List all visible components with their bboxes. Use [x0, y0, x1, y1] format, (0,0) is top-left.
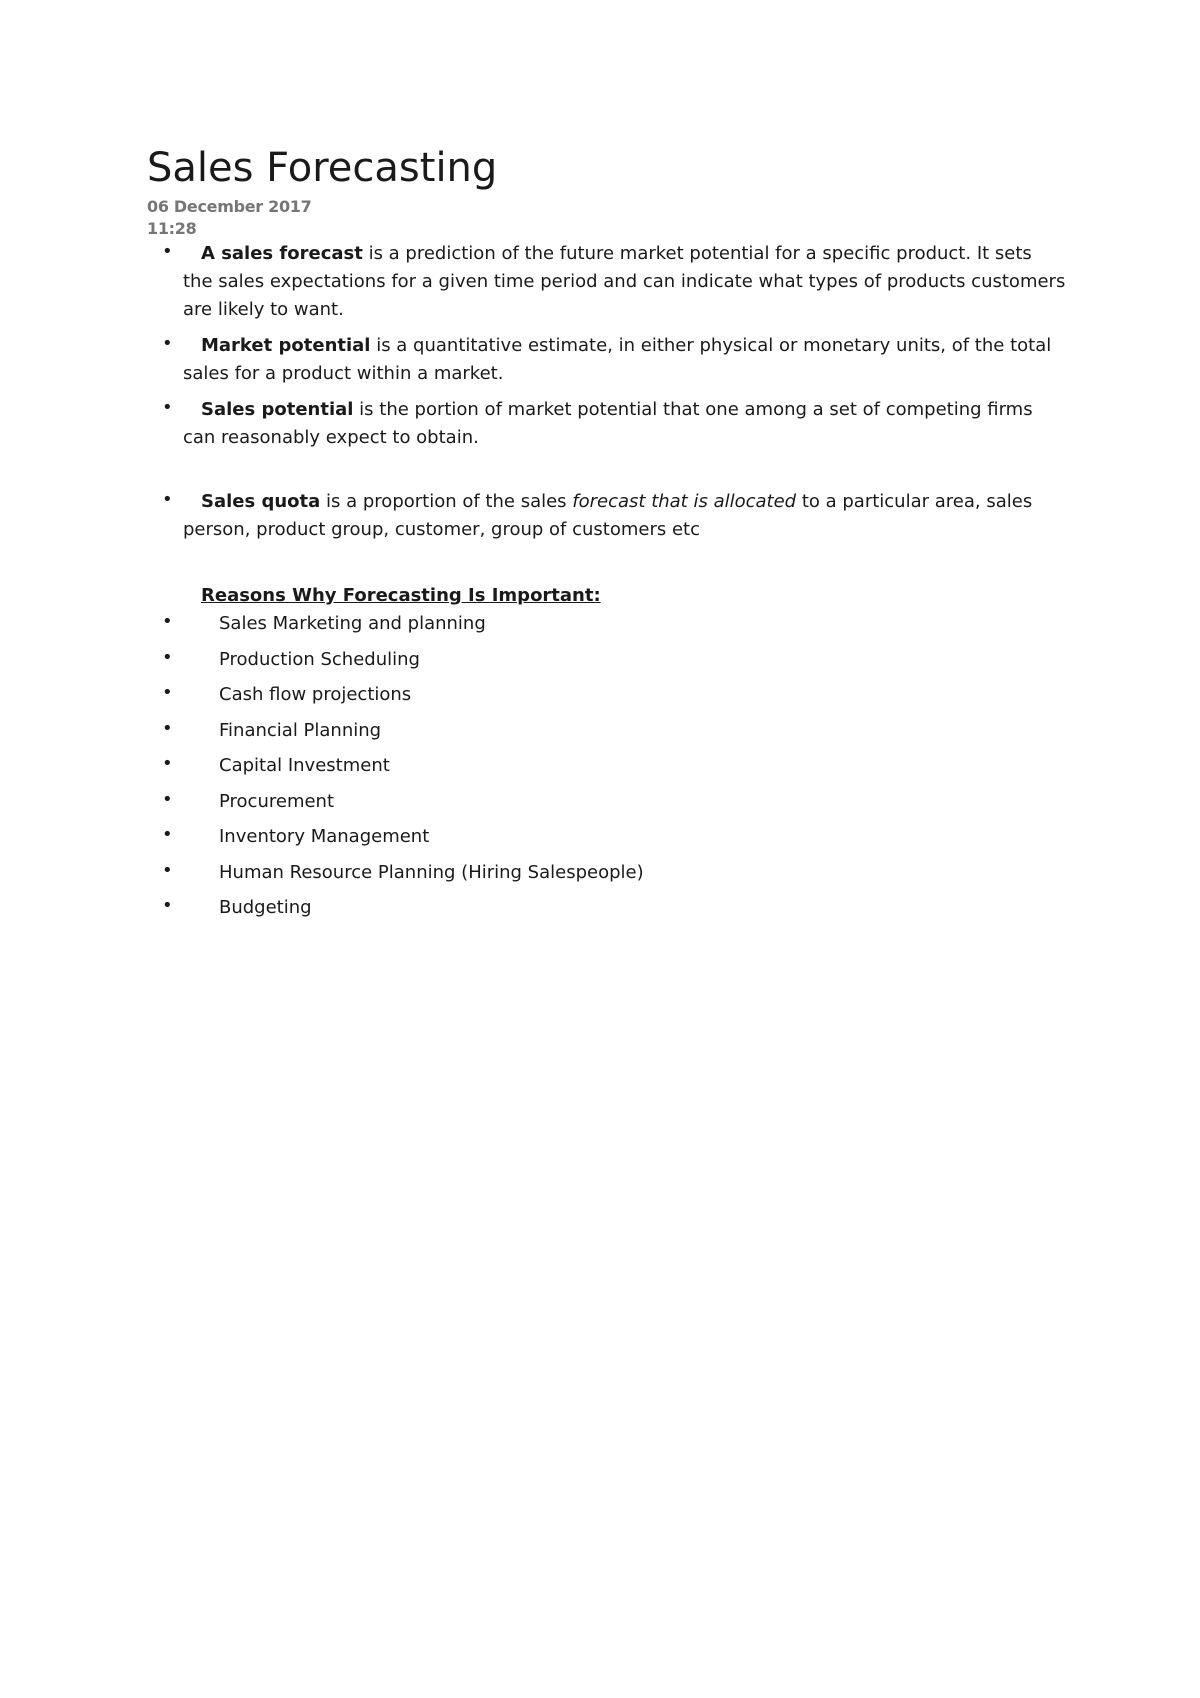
- reason-text: Production Scheduling: [219, 648, 420, 670]
- reason-text: Inventory Management: [219, 826, 430, 847]
- list-item: [147, 332, 1067, 388]
- list-item: [147, 717, 1067, 745]
- list-item: [147, 610, 1067, 638]
- definition-text: [183, 488, 1067, 544]
- definition-term: Sales quota: [201, 491, 321, 512]
- definition-text: [183, 240, 1067, 324]
- page-date: 06 December 2017: [147, 197, 312, 216]
- bullet-icon: •: [162, 611, 173, 632]
- definition-term: Market potential: [201, 335, 371, 356]
- reasons-heading: Reasons Why Forecasting Is Important:: [201, 585, 601, 606]
- reason-text: Financial Planning: [219, 719, 382, 741]
- list-item: [147, 823, 1067, 851]
- definitions-list: [147, 240, 1067, 544]
- reason-text: Procurement: [219, 790, 335, 812]
- bullet-icon: •: [162, 824, 173, 845]
- list-item: [147, 396, 1067, 452]
- reason-text: Cash flow projections: [219, 684, 412, 705]
- definition-body: is a quantitative estimate, in either physical or monetary units, of the total sales for a product within a market.: [183, 335, 1052, 384]
- definition-body: to a particular area, sales person, product group, customer, group of customers etc: [183, 491, 1033, 540]
- definition-text: [183, 332, 1067, 388]
- bullet-icon: •: [162, 753, 173, 774]
- list-item: [147, 488, 1067, 544]
- list-item: [147, 894, 1067, 922]
- page-time: 11:28: [147, 219, 197, 238]
- page-content: [147, 142, 1067, 930]
- bullet-icon: •: [162, 895, 173, 916]
- bullet-icon: •: [162, 788, 173, 810]
- reason-text: Capital Investment: [219, 755, 390, 776]
- reasons-list: [147, 610, 1067, 922]
- list-item: [147, 646, 1067, 674]
- list-item: [147, 240, 1067, 324]
- list-item: [147, 859, 1067, 887]
- definition-body: is a prediction of the future market potential for a specific product. It sets the sales expectations for a given time period and can indicate what types of products customers are likely to want.: [183, 243, 1066, 320]
- definition-term: A sales forecast: [201, 243, 363, 264]
- bullet-icon: •: [162, 333, 173, 354]
- definition-body: is a proportion of the sales: [320, 491, 573, 512]
- reason-text: Human Resource Planning (Hiring Salespeople): [219, 861, 644, 883]
- bullet-icon: •: [162, 489, 173, 510]
- list-item: [147, 788, 1067, 816]
- bullet-icon: •: [162, 682, 173, 703]
- bullet-icon: •: [162, 859, 173, 881]
- definition-term: Sales potential: [201, 399, 354, 420]
- definition-emphasis: forecast that is allocated: [572, 491, 797, 512]
- definition-text: [183, 396, 1067, 452]
- list-item: [147, 752, 1067, 780]
- list-item: [147, 681, 1067, 709]
- bullet-icon: •: [162, 646, 173, 668]
- bullet-icon: •: [162, 397, 173, 418]
- bullet-icon: •: [162, 717, 173, 739]
- page-title: Sales Forecasting: [147, 145, 498, 191]
- reason-text: Sales Marketing and planning: [219, 613, 486, 634]
- bullet-icon: •: [162, 241, 173, 262]
- reason-text: Budgeting: [219, 897, 312, 918]
- definition-body: is the portion of market potential that one among a set of competing firms can reasonably expect to obtain.: [183, 399, 1033, 448]
